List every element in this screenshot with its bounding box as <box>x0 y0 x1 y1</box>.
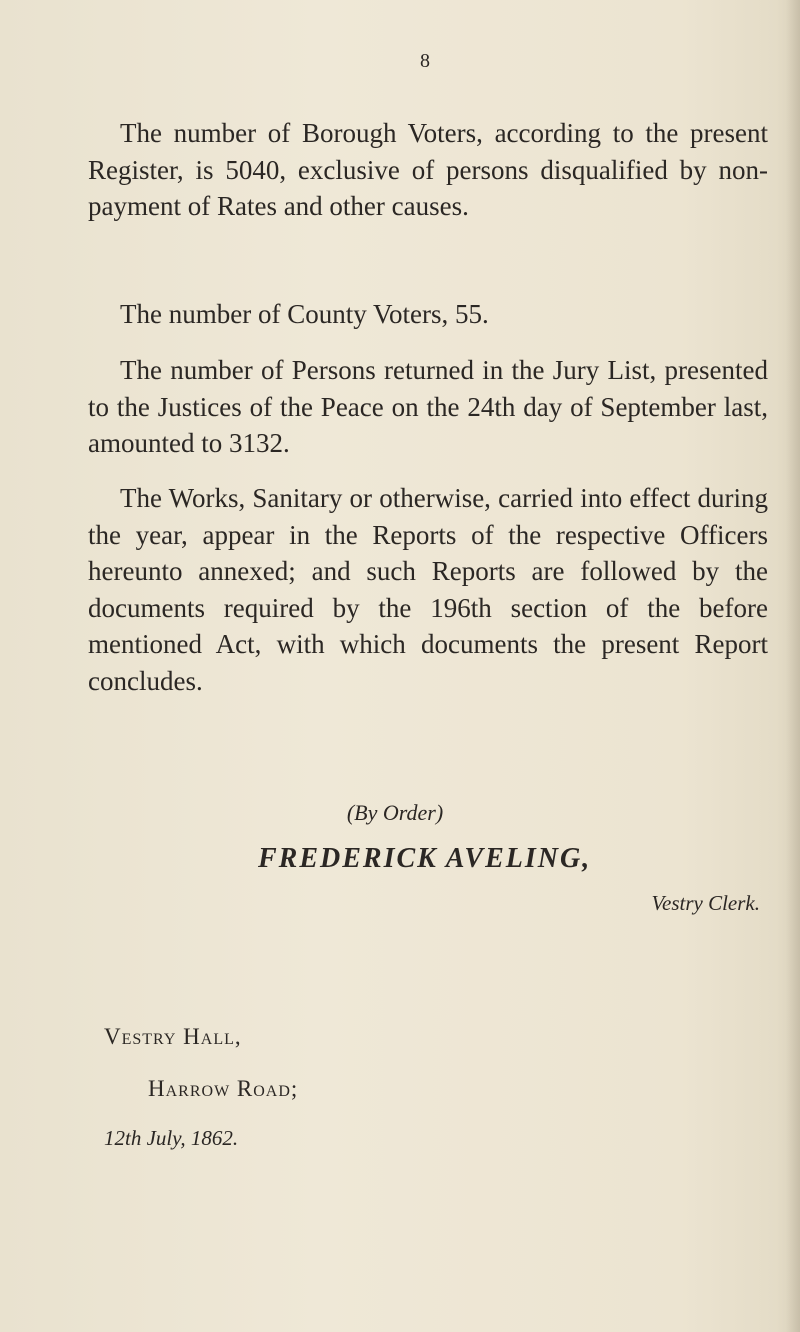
page-number: 8 <box>420 50 430 72</box>
document-date: 12th July, 1862. <box>104 1126 239 1150</box>
paragraph-works: The Works, Sanitary or otherwise, carried into effect during the year, appear in the Reports of the respective Officers hereunto annexed; and such Reports are followed by the documents required by the 196th section of the before mentioned Act, with which documents the present Report concludes. <box>88 483 768 696</box>
address-line-2: Harrow Road; <box>148 1076 299 1101</box>
address-line-1: Vestry Hall, <box>104 1024 242 1049</box>
paragraph-jury-list: The number of Persons returned in the Jury List, presented to the Justices of the Peace on the 24th day of September last, amounted to 3132. <box>88 355 768 458</box>
signatory-name: FREDERICK AVELING, <box>258 843 592 874</box>
paragraph-county-voters: The number of County Voters, 55. <box>120 299 489 329</box>
page-edge-shadow <box>786 0 800 1332</box>
by-order-note: (By Order) <box>346 800 444 825</box>
paragraph-borough-voters: The number of Borough Voters, according to the present Register, is 5040, exclusive of persons disqualified by non-payment of Rates and other causes. <box>88 118 768 221</box>
signatory-title: Vestry Clerk. <box>651 891 760 915</box>
